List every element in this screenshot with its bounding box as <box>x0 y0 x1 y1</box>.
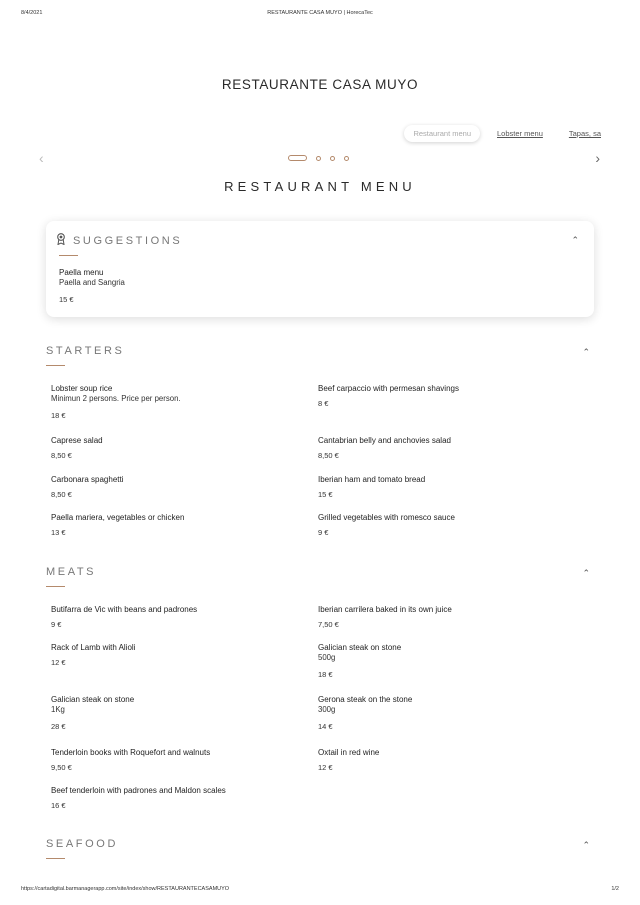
list-item <box>51 748 311 773</box>
list-item <box>51 475 311 500</box>
item-name: Tenderloin books with Roquefort and walnuts <box>51 748 211 757</box>
list-item <box>318 475 578 500</box>
item-price: 18 € <box>318 670 333 679</box>
list-item <box>318 695 578 732</box>
item-name: Iberian carrilera baked in its own juice <box>318 605 452 614</box>
list-item <box>318 513 578 538</box>
print-title: RESTAURANTE CASA MUYO | HorecaTec <box>267 10 373 16</box>
list-item <box>318 605 578 630</box>
item-price: 13 € <box>51 528 66 537</box>
item-name: Oxtail in red wine <box>318 748 380 757</box>
tab-lobster-menu[interactable]: Lobster menu <box>497 128 543 138</box>
item-price: 12 € <box>318 763 333 772</box>
meats-section-header[interactable] <box>46 566 594 588</box>
list-item <box>51 786 311 811</box>
item-name: Grilled vegetables with romesco sauce <box>318 513 455 522</box>
item-price: 9 € <box>51 620 62 629</box>
item-price: 9 € <box>318 528 329 537</box>
item-name: Galician steak on stone <box>318 643 402 652</box>
section-divider <box>46 586 65 587</box>
item-description: 1Kg <box>51 705 65 714</box>
list-item <box>318 384 578 409</box>
restaurant-title: RESTAURANTE CASA MUYO <box>221 77 419 92</box>
item-name: Beef carpaccio with permesan shavings <box>318 384 459 393</box>
section-title: MEATS <box>46 566 97 578</box>
item-name: Paella mariera, vegetables or chicken <box>51 513 185 522</box>
seafood-section-header[interactable] <box>46 838 594 860</box>
item-name: Gerona steak on the stone <box>318 695 413 704</box>
list-item <box>51 643 311 668</box>
pager-dot[interactable] <box>344 156 349 161</box>
item-name: Rack of Lamb with Alioli <box>51 643 136 652</box>
item-price: 8 € <box>318 399 329 408</box>
carousel-pager <box>288 155 349 161</box>
print-header <box>0 10 640 22</box>
item-description: 300g <box>318 705 336 714</box>
item-name: Lobster soup rice <box>51 384 113 393</box>
list-item <box>51 436 311 461</box>
list-item <box>318 748 578 773</box>
pager-dot[interactable] <box>316 156 321 161</box>
suggestions-card <box>46 221 594 317</box>
item-description: 500g <box>318 653 336 662</box>
item-price: 8,50 € <box>51 451 72 460</box>
chevron-left-icon[interactable]: ‹ <box>39 150 44 166</box>
tab-tapas[interactable]: Tapas, sa <box>568 128 601 138</box>
list-item <box>51 384 311 421</box>
item-name: Galician steak on stone <box>51 695 135 704</box>
pager-active-indicator[interactable] <box>288 155 307 161</box>
item-price: 16 € <box>51 801 66 810</box>
suggestions-title: SUGGESTIONS <box>73 235 183 247</box>
list-item <box>51 513 311 538</box>
chevron-up-icon[interactable]: ⌃ <box>571 235 579 245</box>
menu-tabs <box>404 124 610 142</box>
section-divider <box>46 858 65 859</box>
list-item <box>51 605 311 630</box>
pager-dot[interactable] <box>330 156 335 161</box>
section-divider <box>46 365 65 366</box>
item-name: Paella menu <box>59 268 104 277</box>
award-ribbon-icon <box>56 233 66 245</box>
item-price: 15 € <box>59 295 74 304</box>
list-item <box>59 268 125 305</box>
section-divider <box>59 255 78 256</box>
item-price: 28 € <box>51 722 66 731</box>
item-name: Butifarra de Vic with beans and padrones <box>51 605 198 614</box>
section-title: SEAFOOD <box>46 838 118 850</box>
chevron-up-icon[interactable]: ⌃ <box>582 840 590 850</box>
item-price: 15 € <box>318 490 333 499</box>
print-date: 8/4/2021 <box>21 10 43 16</box>
item-description: Minimun 2 persons. Price per person. <box>51 394 181 403</box>
chevron-up-icon[interactable]: ⌃ <box>582 568 590 578</box>
item-price: 8,50 € <box>51 490 72 499</box>
print-url: https://cartadigital.barmanagerapp.com/site/index/show/RESTAURANTECASAMUYO <box>21 886 230 892</box>
menu-heading: RESTAURANT MENU <box>224 179 416 194</box>
item-name: Carbonara spaghetti <box>51 475 124 484</box>
item-name: Caprese salad <box>51 436 103 445</box>
starters-section-header[interactable] <box>46 345 594 367</box>
item-price: 8,50 € <box>318 451 339 460</box>
chevron-up-icon[interactable]: ⌃ <box>582 347 590 357</box>
item-name: Cantabrian belly and anchovies salad <box>318 436 451 445</box>
tab-restaurant-menu[interactable]: Restaurant menu <box>404 125 480 142</box>
list-item <box>318 643 578 680</box>
chevron-right-icon[interactable]: › <box>595 150 600 166</box>
item-price: 9,50 € <box>51 763 72 772</box>
list-item <box>51 695 311 732</box>
section-title: STARTERS <box>46 345 125 357</box>
item-price: 7,50 € <box>318 620 339 629</box>
item-price: 14 € <box>318 722 333 731</box>
list-item <box>318 436 578 461</box>
item-price: 18 € <box>51 411 66 420</box>
print-page-number: 1/2 <box>611 886 619 892</box>
item-description: Paella and Sangria <box>59 278 125 287</box>
item-price: 12 € <box>51 658 66 667</box>
item-name: Iberian ham and tomato bread <box>318 475 426 484</box>
item-name: Beef tenderloin with padrones and Maldon scales <box>51 786 226 795</box>
